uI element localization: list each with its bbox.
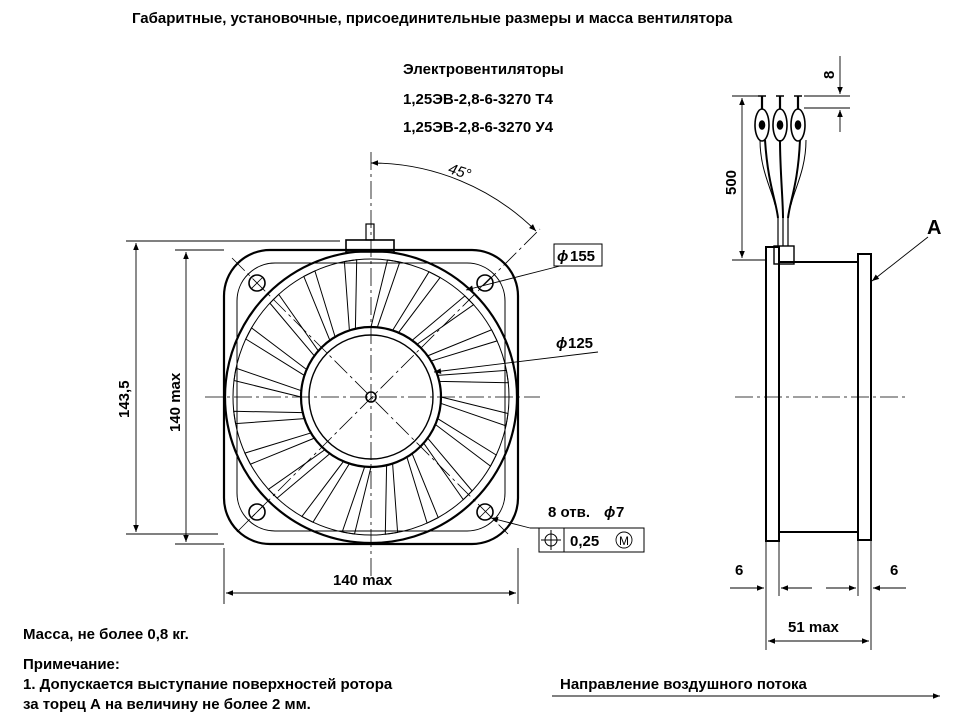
airflow-label: Направление воздушного потока xyxy=(560,676,807,693)
models-heading: Электровентиляторы xyxy=(403,61,564,78)
fan-blade xyxy=(428,330,498,361)
lead-stem xyxy=(366,224,374,240)
svg-text:ϕ: ϕ xyxy=(604,504,616,521)
fan-blade xyxy=(245,433,315,464)
note-title: Примечание: xyxy=(23,656,120,673)
angle-label: 45° xyxy=(446,160,474,184)
front-view xyxy=(205,152,540,580)
drawing-title: Габаритные, установочные, присоединительные размеры и масса вентилятора xyxy=(132,10,733,27)
fan-blade xyxy=(371,260,400,327)
dim-51-label: 51 max xyxy=(788,619,839,636)
fan-blade xyxy=(234,411,305,423)
svg-text:ϕ: ϕ xyxy=(557,248,569,265)
tolerance-modifier: M xyxy=(619,534,629,548)
flange-left xyxy=(766,247,779,541)
fan-blade xyxy=(441,397,508,426)
face-a-leader xyxy=(872,237,928,281)
note-line-2: за торец А на величину не более 2 мм. xyxy=(23,696,311,713)
fan-blade xyxy=(435,419,496,467)
dim-140-horizontal-label: 140 max xyxy=(333,572,393,589)
fan-blade xyxy=(342,467,371,534)
svg-text:ϕ: ϕ xyxy=(556,335,568,352)
mass-text: Масса, не более 0,8 кг. xyxy=(23,626,189,643)
fan-blade xyxy=(246,328,307,376)
holes-callout xyxy=(491,504,644,552)
fan-blade xyxy=(407,454,438,523)
face-a-label: A xyxy=(927,217,942,239)
side-view xyxy=(735,96,905,541)
note-line-1: 1. Допускается выступание поверхностей ротора xyxy=(23,676,393,693)
terminal-lugs xyxy=(755,96,805,141)
fan-blade xyxy=(234,368,301,397)
dia125-value: 125 xyxy=(568,335,594,352)
fan-blade xyxy=(302,461,350,522)
fan-blade xyxy=(393,272,441,333)
dim-500-label: 500 xyxy=(723,169,740,195)
tolerance-value: 0,25 xyxy=(570,533,600,550)
model-t4: 1,25ЭВ-2,8-6-3270 Т4 xyxy=(403,91,553,108)
fan-blade xyxy=(438,370,509,382)
fan-blade xyxy=(344,260,356,331)
cable xyxy=(778,218,788,246)
holes-dia: 7 xyxy=(616,504,625,521)
fan-blade xyxy=(304,271,335,341)
dim-6-left-label: 6 xyxy=(735,562,744,579)
fan-blade xyxy=(385,464,397,535)
dim-6-right-label: 6 xyxy=(890,562,899,579)
dim-140-vertical-label: 140 max xyxy=(167,372,184,432)
dim-8 xyxy=(804,56,850,132)
dia125-callout xyxy=(434,335,598,372)
model-u4: 1,25ЭВ-2,8-6-3270 У4 xyxy=(403,119,554,136)
holes-label: 8 отв. xyxy=(548,504,591,521)
dim-8-label: 8 xyxy=(821,70,838,79)
dim-143-label: 143,5 xyxy=(116,380,133,418)
dia155-value: 155 xyxy=(570,248,596,265)
